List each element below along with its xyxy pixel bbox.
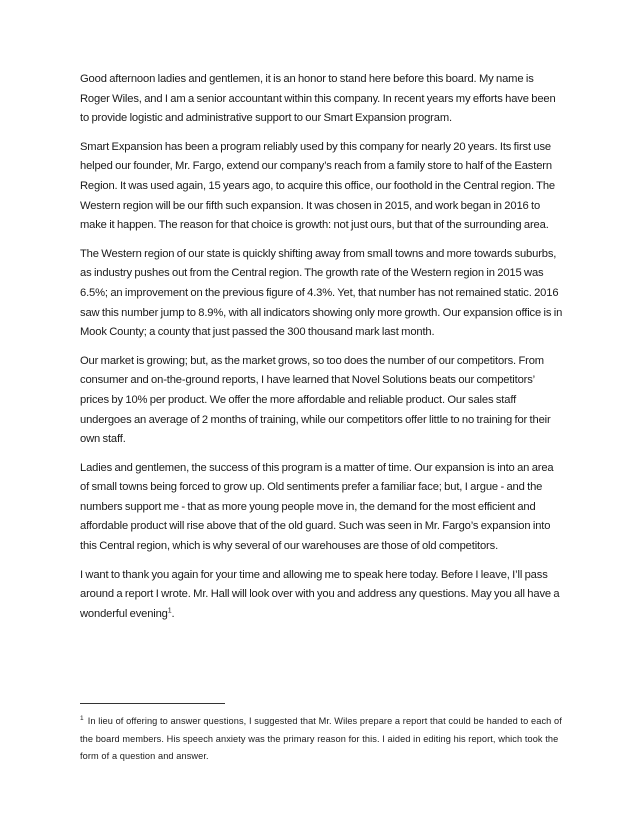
closing-text: I want to thank you again for your time and allowing me to speak here today. Before I leave, I’ll pass around a report I wrote. Mr. Hall will look over with you and address any questions. May you all have a wonderful evening — [80, 568, 560, 620]
paragraph-introduction: Good afternoon ladies and gentlemen, it is an honor to stand here before this board. My name is Roger Wiles, and I am a senior accountant within this company. In recent years my efforts have been to provide logistic and administrative support to our Smart Expansion program. — [80, 73, 556, 125]
paragraph-western-region: The Western region of our state is quickly shifting away from small towns and more towards suburbs, as industry pushes out from the Central region. The growth rate of the Western region in 2015 was 6.5%; an improvement on the previous figure of 4.3%. Yet, that number has not remained static. 2016 saw this number jump to 8.9%, with all indicators showing only more growth. Our expansion office is in Mook County; a county that just passed the 300 thousand mark last month. — [80, 247, 563, 339]
footnote-reference: 1 — [167, 607, 172, 615]
paragraph-closing: I want to thank you again for your time and allowing me to speak here today. Before I leave, I’ll pass around a report I wrote. Mr. Hall will look over with you and address any questions. May you all have a wonderful evening$^1$. — [80, 568, 560, 620]
footnote — [80, 713, 570, 766]
paragraph-smart-expansion: Smart Expansion has been a program reliably used by this company for nearly 20 years. Its first use helped our founder, Mr. Fargo, extend our company’s reach from a family store to half of the Eastern Region. It was used again, 15 years ago, to acquire this office, our foothold in the Central region. The Western region will be our fifth such expansion. It was chosen in 2015, and work began in 2016 to make it happen. The reason for that choice is growth: not just ours, but that of the surrounding area. — [80, 140, 556, 232]
document-body — [80, 70, 564, 633]
paragraph-success: Ladies and gentlemen, the success of this program is a matter of time. Our expansion is into an area of small towns being forced to grow up. Old sentiments prefer a familiar face; but, I argue - and the numbers support me - that as more young people move in, the demand for the most efficient and affordable product will rise above that of the old guard. Such was seen in Mr. Fargo’s expansion into this Central region, which is why several of our warehouses are those of old competitors. — [80, 461, 554, 553]
paragraph-market: Our market is growing; but, as the market grows, so too does the number of our competitors. From consumer and on-the-ground reports, I have learned that Novel Solutions beats our competitors’ prices by 10% per product. We offer the more affordable and reliable product. Our sales staff undergoes an average of 2 months of training, while our competitors offer little to no training for their own staff. — [80, 354, 551, 446]
footnote-divider — [80, 703, 225, 704]
footnote-mark: 1 — [80, 714, 84, 722]
footnote-text: In lieu of offering to answer questions, I suggested that Mr. Wiles prepare a report that could be handed to each of the board members. His speech anxiety was the primary reason for this. I aided in editing his report, which took the form of a question and answer. — [80, 716, 562, 761]
